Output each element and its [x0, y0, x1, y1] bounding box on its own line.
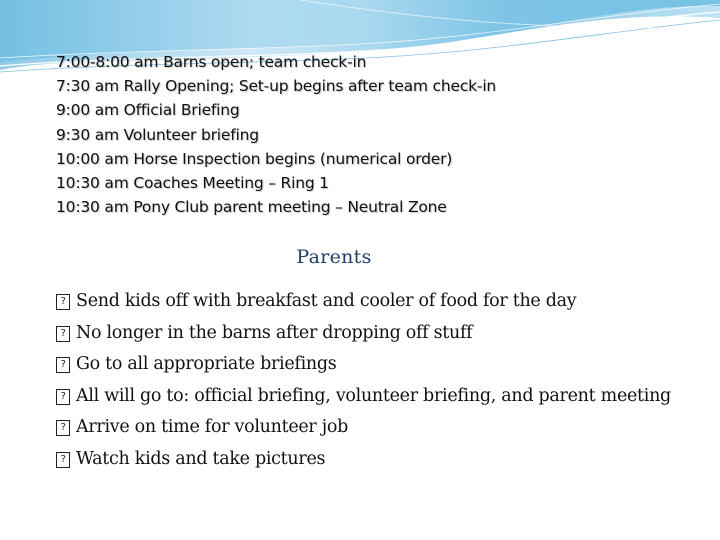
schedule-event: Official Briefing [123, 101, 240, 120]
schedule-time: 9:30 am [56, 125, 119, 144]
list-item-text: All will go to: official briefing, volunteer briefing, and parent meeting [76, 385, 671, 406]
schedule-event: Barns open; team check-in [163, 53, 367, 71]
parents-bullet-list [56, 290, 686, 479]
list-item [56, 353, 686, 377]
list-item [56, 416, 686, 440]
list-item-text: Go to all appropriate briefings [76, 354, 337, 374]
schedule-item [56, 98, 496, 122]
schedule-event: Volunteer briefing [123, 125, 259, 144]
schedule-list [56, 50, 496, 219]
unknown-glyph-box-icon: ? [56, 389, 70, 405]
schedule-item [56, 147, 496, 171]
schedule-time: 7:00-8:00 am [56, 53, 159, 71]
schedule-event: Pony Club parent meeting – Neutral Zone [133, 198, 447, 217]
schedule-item [56, 50, 496, 74]
schedule-event: Coaches Meeting – Ring 1 [133, 174, 329, 193]
schedule-item [56, 171, 496, 195]
list-item-text: Watch kids and take pictures [76, 448, 326, 469]
unknown-glyph-box-icon: ? [56, 452, 70, 468]
list-item [56, 322, 686, 346]
schedule-time: 9:00 am [56, 101, 119, 120]
parents-heading [0, 246, 668, 268]
unknown-glyph-box-icon: ? [56, 357, 70, 373]
schedule-time: 10:30 am [56, 174, 129, 193]
schedule-time: 7:30 am [56, 77, 119, 96]
schedule-item [56, 123, 496, 147]
schedule-event: Rally Opening; Set-up begins after team check-in [123, 77, 497, 96]
schedule-event: Horse Inspection begins (numerical order) [133, 149, 453, 168]
list-item-text: No longer in the barns after dropping off stuff [76, 322, 473, 343]
list-item [56, 448, 686, 472]
list-item [56, 385, 686, 409]
schedule-time: 10:30 am [56, 198, 129, 217]
schedule-item [56, 74, 496, 98]
unknown-glyph-box-icon: ? [56, 420, 70, 436]
unknown-glyph-box-icon: ? [56, 294, 70, 310]
schedule-item [56, 195, 496, 219]
unknown-glyph-box-icon: ? [56, 326, 70, 342]
parents-heading-text: Parents [296, 246, 372, 268]
schedule-time: 10:00 am [56, 149, 129, 168]
list-item [56, 290, 686, 314]
list-item-text: Arrive on time for volunteer job [76, 417, 349, 437]
list-item-text: Send kids off with breakfast and cooler of food for the day [76, 291, 577, 311]
